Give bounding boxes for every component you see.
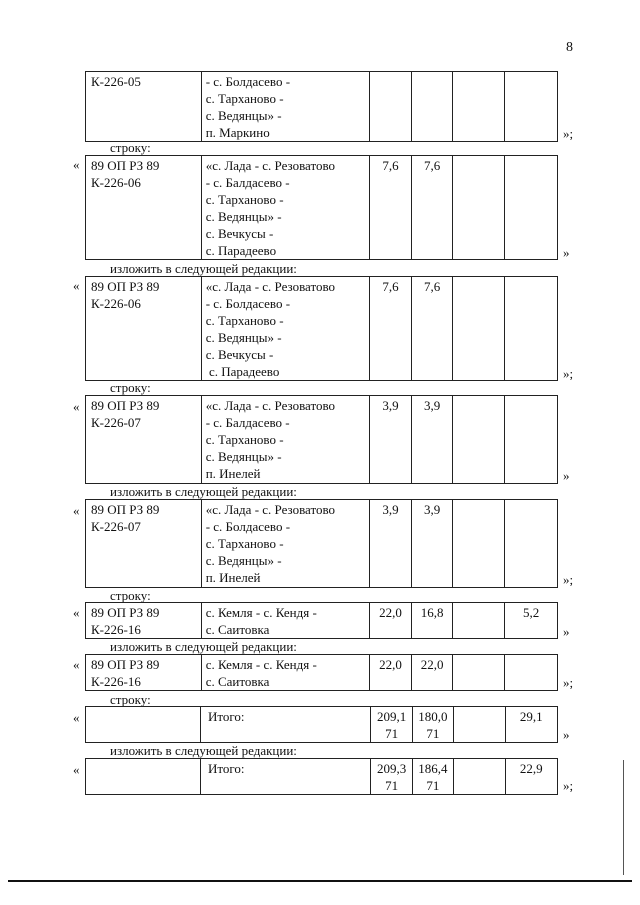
length-total-cell: 3,9 bbox=[370, 396, 412, 484]
route-line: «с. Лада - с. Резоватово bbox=[205, 502, 336, 517]
route-line: «с. Лада - с. Резоватово bbox=[205, 158, 336, 173]
route-line: с. Парадеево bbox=[205, 364, 280, 379]
length-other-cell bbox=[453, 500, 505, 588]
route-cell bbox=[200, 707, 370, 743]
caption-line: изложить в следующей редакции: bbox=[110, 261, 297, 276]
road-code-cell bbox=[86, 707, 201, 743]
route-line: с. Тарханово - bbox=[205, 432, 284, 447]
route-line: с. Ведянцы» - bbox=[205, 330, 282, 345]
length-other-cell bbox=[453, 603, 505, 639]
open-quote: « bbox=[73, 605, 80, 620]
road-code-cell bbox=[86, 500, 202, 588]
length-total-cell: 22,0 bbox=[370, 655, 412, 691]
table-row bbox=[86, 759, 558, 795]
route-line: - с. Болдасево - bbox=[205, 74, 291, 89]
length-other-cell bbox=[453, 72, 505, 142]
length-gravel-cell bbox=[505, 500, 558, 588]
open-quote: « bbox=[73, 399, 80, 414]
page-number: 8 bbox=[566, 40, 573, 55]
length-asphalt-cell bbox=[411, 72, 453, 142]
close-quote: »; bbox=[563, 675, 574, 690]
route-cell bbox=[201, 655, 369, 691]
route-line: с. Вечкусы - bbox=[205, 226, 274, 241]
road-code-line: К-226-07 bbox=[91, 519, 141, 534]
open-quote: « bbox=[73, 278, 80, 293]
route-line: с. Кемля - с. Кендя - bbox=[205, 657, 317, 672]
route-line: - с. Балдасево - bbox=[205, 175, 290, 190]
road-code-cell bbox=[86, 655, 202, 691]
route-cell bbox=[201, 396, 369, 484]
length-total-cell: 209,3 71 bbox=[371, 759, 412, 795]
route-line: с. Парадеево bbox=[205, 243, 277, 258]
length-other-cell bbox=[454, 759, 505, 795]
amendment-table-2 bbox=[85, 155, 558, 260]
caption-line: изложить в следующей редакции: bbox=[110, 743, 297, 758]
route-line: с. Кемля - с. Кендя - bbox=[205, 605, 317, 620]
road-code-cell bbox=[86, 603, 202, 639]
length-other-cell bbox=[453, 277, 505, 381]
route-cell bbox=[201, 603, 369, 639]
length-other-cell bbox=[453, 156, 505, 260]
length-total-cell: 7,6 bbox=[370, 156, 412, 260]
amendment-table-8 bbox=[85, 706, 558, 743]
road-code-cell bbox=[86, 72, 202, 142]
caption-line: изложить в следующей редакции: bbox=[110, 484, 297, 499]
route-line: «с. Лада - с. Резоватово bbox=[205, 398, 336, 413]
table-row bbox=[86, 707, 558, 743]
route-line: п. Маркино bbox=[205, 125, 270, 140]
open-quote: « bbox=[73, 157, 80, 172]
route-line: - с. Балдасево - bbox=[205, 415, 290, 430]
road-code-line: 89 ОП РЗ 89 bbox=[91, 158, 160, 173]
close-quote: » bbox=[563, 245, 570, 260]
close-quote: »; bbox=[563, 126, 574, 141]
length-total-cell: 3,9 bbox=[370, 500, 412, 588]
amendment-table-5 bbox=[85, 499, 558, 588]
open-quote: « bbox=[73, 657, 80, 672]
road-code-cell bbox=[86, 156, 202, 260]
length-gravel-cell: 22,9 bbox=[505, 759, 557, 795]
caption-line: строку: bbox=[110, 140, 151, 155]
road-code-line: К-226-06 bbox=[91, 296, 141, 311]
amendment-table-1 bbox=[85, 71, 558, 142]
route-line: с. Тарханово - bbox=[205, 536, 284, 551]
route-cell bbox=[201, 72, 369, 142]
route-line: с. Ведянцы» - bbox=[205, 209, 282, 224]
amendment-table-6 bbox=[85, 602, 558, 639]
open-quote: « bbox=[73, 503, 80, 518]
close-quote: » bbox=[563, 727, 570, 742]
route-line: с. Вечкусы - bbox=[205, 347, 274, 362]
length-asphalt-cell: 7,6 bbox=[411, 277, 453, 381]
length-gravel-cell bbox=[505, 156, 558, 260]
road-code-line: 89 ОП РЗ 89 bbox=[91, 657, 160, 672]
length-gravel-cell bbox=[505, 655, 558, 691]
length-asphalt-cell: 3,9 bbox=[411, 500, 453, 588]
open-quote: « bbox=[73, 762, 80, 777]
road-code-line: К-226-06 bbox=[91, 175, 141, 190]
close-quote: »; bbox=[563, 778, 574, 793]
length-total-cell: 22,0 bbox=[370, 603, 412, 639]
route-line: с. Тарханово - bbox=[205, 192, 284, 207]
route-cell bbox=[200, 759, 370, 795]
road-code-line: К-226-07 bbox=[91, 415, 141, 430]
route-line: - с. Болдасево - bbox=[205, 296, 291, 311]
route-line: с. Тарханово - bbox=[205, 91, 284, 106]
total-label: Итого: bbox=[207, 761, 245, 776]
table-row bbox=[86, 603, 558, 639]
road-code-cell bbox=[86, 759, 201, 795]
route-line: с. Саитовка bbox=[205, 674, 270, 689]
amendment-table-4 bbox=[85, 395, 558, 484]
caption-line: строку: bbox=[110, 692, 151, 707]
route-line: с. Тарханово - bbox=[205, 313, 284, 328]
route-line: «с. Лада - с. Резоватово bbox=[205, 279, 336, 294]
road-code-line: К-226-16 bbox=[91, 622, 141, 637]
length-gravel-cell bbox=[505, 277, 558, 381]
amendment-table-3 bbox=[85, 276, 558, 381]
route-cell bbox=[201, 500, 369, 588]
route-cell bbox=[201, 277, 369, 381]
open-quote: « bbox=[73, 710, 80, 725]
length-other-cell bbox=[453, 396, 505, 484]
route-line: с. Саитовка bbox=[205, 622, 270, 637]
scan-edge-line bbox=[623, 760, 624, 875]
close-quote: » bbox=[563, 624, 570, 639]
road-code-cell bbox=[86, 277, 202, 381]
close-quote: »; bbox=[563, 572, 574, 587]
table-row bbox=[86, 277, 558, 381]
road-code-line: 89 ОП РЗ 89 bbox=[91, 605, 160, 620]
close-quote: » bbox=[563, 468, 570, 483]
table-row bbox=[86, 156, 558, 260]
length-asphalt-cell: 3,9 bbox=[411, 396, 453, 484]
length-asphalt-cell: 16,8 bbox=[411, 603, 453, 639]
road-code-cell bbox=[86, 396, 202, 484]
caption-line: строку: bbox=[110, 380, 151, 395]
table-row bbox=[86, 655, 558, 691]
length-asphalt-cell: 7,6 bbox=[411, 156, 453, 260]
close-quote: »; bbox=[563, 366, 574, 381]
route-line: с. Ведянцы» - bbox=[205, 449, 282, 464]
caption-line: изложить в следующей редакции: bbox=[110, 639, 297, 654]
amendment-table-9 bbox=[85, 758, 558, 795]
road-code-line: 89 ОП РЗ 89 bbox=[91, 502, 160, 517]
length-asphalt-cell: 180,0 71 bbox=[412, 707, 453, 743]
table-row bbox=[86, 396, 558, 484]
length-total-cell: 7,6 bbox=[370, 277, 412, 381]
length-gravel-cell: 29,1 bbox=[505, 707, 557, 743]
page-bottom-rule bbox=[8, 880, 632, 882]
road-code-line: 89 ОП РЗ 89 bbox=[91, 398, 160, 413]
caption-line: строку: bbox=[110, 588, 151, 603]
route-line: п. Инелей bbox=[205, 466, 261, 481]
length-total-cell bbox=[370, 72, 412, 142]
length-asphalt-cell: 22,0 bbox=[411, 655, 453, 691]
route-line: с. Ведянцы» - bbox=[205, 108, 282, 123]
length-asphalt-cell: 186,4 71 bbox=[412, 759, 453, 795]
route-line: - с. Болдасево - bbox=[205, 519, 291, 534]
amendment-table-7 bbox=[85, 654, 558, 691]
length-total-cell: 209,1 71 bbox=[371, 707, 412, 743]
length-gravel-cell: 5,2 bbox=[505, 603, 558, 639]
table-row bbox=[86, 500, 558, 588]
road-code-line: К-226-16 bbox=[91, 674, 141, 689]
route-line: п. Инелей bbox=[205, 570, 261, 585]
length-other-cell bbox=[454, 707, 505, 743]
length-gravel-cell bbox=[505, 396, 558, 484]
total-label: Итого: bbox=[207, 709, 245, 724]
road-code-line: 89 ОП РЗ 89 bbox=[91, 279, 160, 294]
table-row bbox=[86, 72, 558, 142]
route-line: с. Ведянцы» - bbox=[205, 553, 282, 568]
length-gravel-cell bbox=[505, 72, 558, 142]
length-other-cell bbox=[453, 655, 505, 691]
route-cell bbox=[201, 156, 369, 260]
road-code-line: К-226-05 bbox=[91, 74, 141, 89]
